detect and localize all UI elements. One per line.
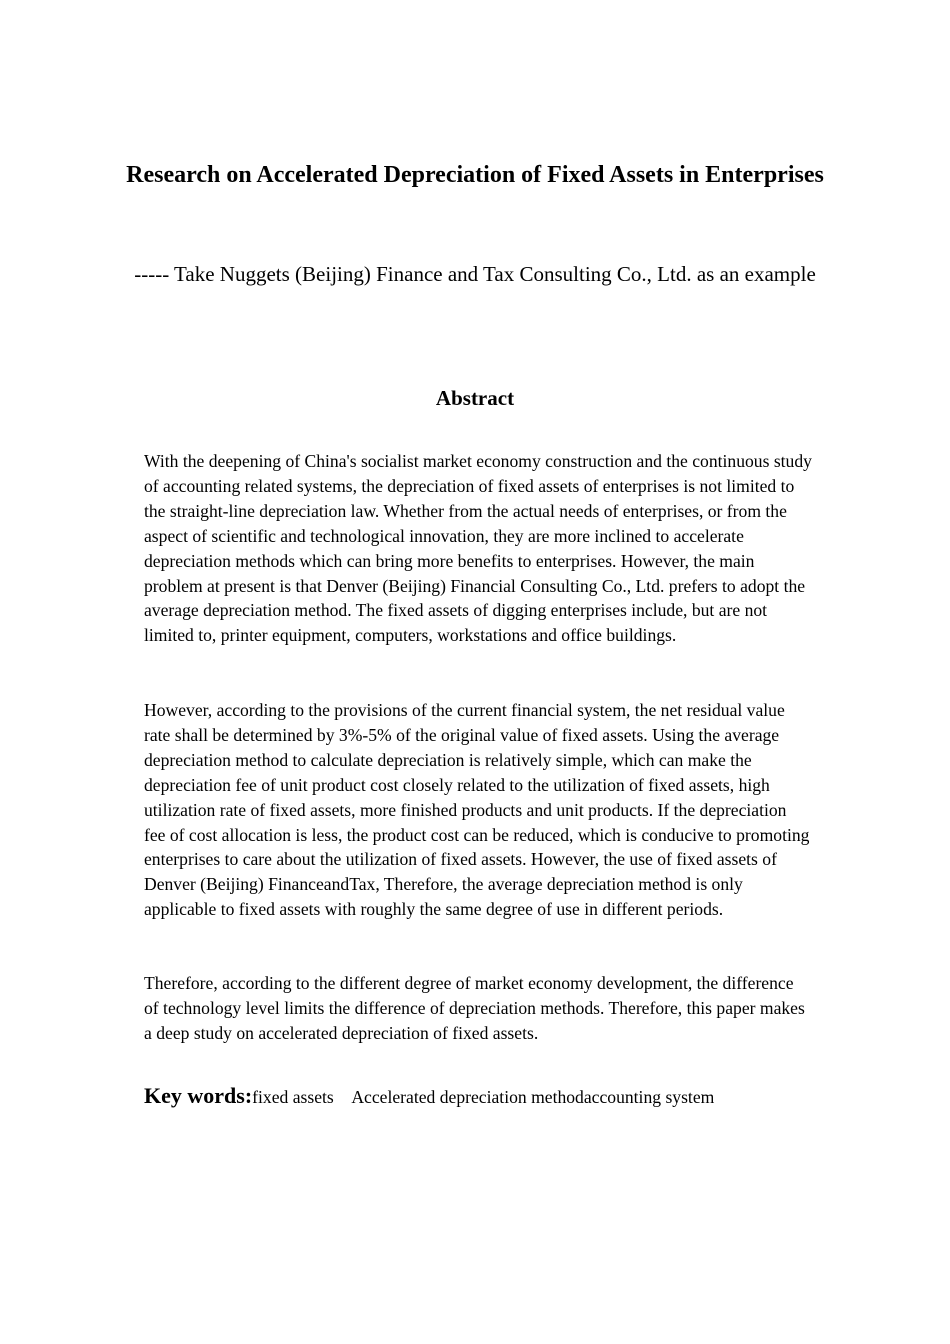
paper-title: Research on Accelerated Depreciation of Fixed Assets in Enterprises [126,162,824,188]
abstract-paragraph-3: Therefore, according to the different degree of market economy development, the difference of technology level limits the difference of depreciation methods. Therefore, this paper makes a deep study on accelerated depreciation of fixed assets. [144,973,805,1043]
paper-subtitle: ----- Take Nuggets (Beijing) Finance and Tax Consulting Co., Ltd. as an example [134,262,816,286]
keywords-line [144,1081,824,1112]
abstract-paragraph-1: With the deepening of China's socialist market economy construction and the continuous study of accounting related systems, the depreciation of fixed assets of enterprises is not limited to the straight-line depreciation law. Whether from the actual needs of enterprises, or from the aspect of scientific and technological innovation, they are more inclined to accelerate depreciation methods which can bring more benefits to enterprises. However, the main problem at present is that Denver (Beijing) Financial Consulting Co., Ltd. prefers to adopt the average depreciation method. The fixed assets of digging enterprises include, but are not limited to, printer equipment, computers, workstations and office buildings. [144,451,812,646]
abstract-heading: Abstract [435,386,515,410]
keywords-text: fixed assets Accelerated depreciation methodaccounting system [252,1087,715,1107]
abstract-paragraph-2: However, according to the provisions of the current financial system, the net residual value rate shall be determined by 3%-5% of the original value of fixed assets. Using the average depreciation method to calculate depreciation is relatively simple, which can make the depreciation fee of unit product cost closely related to the utilization of fixed assets, high utilization rate of fixed assets, more finished products and unit products. If the depreciation fee of cost allocation is less, the product cost can be reduced, which is conducive to promoting enterprises to care about the utilization of fixed assets. However, the use of fixed assets of Denver (Beijing) FinanceandTax, Therefore, the average depreciation method is only applicable to fixed assets with roughly the same degree of use in different periods. [144,700,810,920]
keywords-label: Key words: [144,1083,253,1108]
